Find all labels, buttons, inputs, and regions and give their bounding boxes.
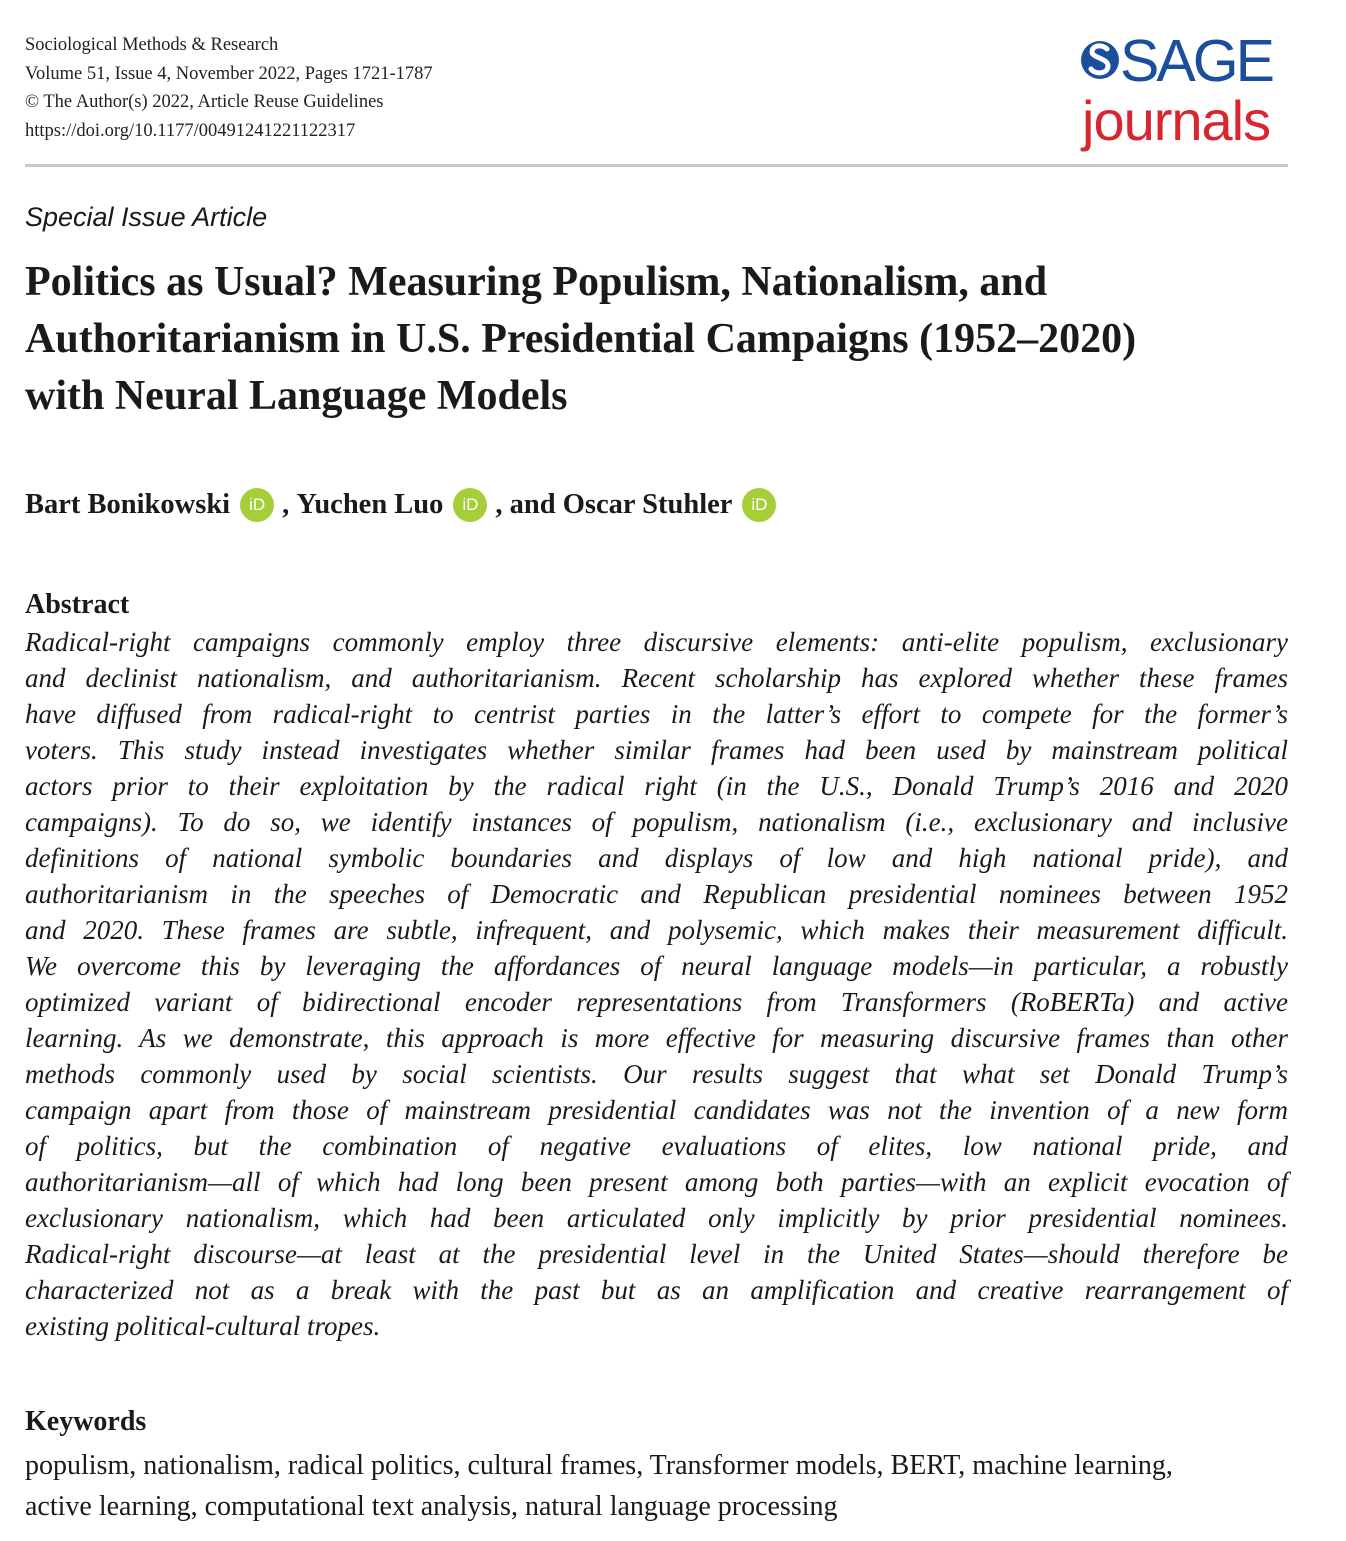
sage-journals-logo[interactable] <box>1080 30 1290 160</box>
orcid-icon[interactable]: iD <box>240 488 274 522</box>
abstract-line: and declinist nationalism, and authoritarianism. Recent scholarship has explored whether these frames <box>25 663 1288 693</box>
abstract-heading: Abstract <box>25 589 130 620</box>
header-divider <box>25 164 1288 167</box>
logo-line2: journals <box>1082 89 1271 152</box>
keywords-list <box>25 1445 1173 1527</box>
abstract-line: actors prior to their exploitation by the radical right (in the U.S., Donald Trump’s 2016 and 2020 <box>25 771 1288 801</box>
abstract-line: Radical-right campaigns commonly employ three discursive elements: anti-elite populism, exclusionary <box>25 627 1288 657</box>
article-type: Special Issue Article <box>25 202 268 232</box>
abstract-line: authoritarianism—all of which had long been present among both parties—with an explicit evocation of <box>25 1167 1288 1197</box>
doi-link[interactable]: https://doi.org/10.1177/00491241221122317 <box>25 120 356 141</box>
abstract-line: learning. As we demonstrate, this approach is more effective for measuring discursive frames than other <box>25 1023 1288 1053</box>
journal-name: Sociological Methods & Research <box>25 35 279 55</box>
abstract-line: and 2020. These frames are subtle, infrequent, and polysemic, which makes their measurement difficult. <box>25 915 1288 945</box>
abstract-line: exclusionary nationalism, which had been articulated only implicitly by prior presidential nominees. <box>25 1203 1288 1233</box>
abstract-line: have diffused from radical-right to centrist parties in the latter’s effort to compete for the former’s <box>25 699 1288 729</box>
abstract-line: Radical-right discourse—at least at the presidential level in the United States—should therefore be <box>25 1239 1288 1269</box>
copyright-line[interactable]: © The Author(s) 2022, Article Reuse Guidelines <box>25 92 384 112</box>
keywords-heading: Keywords <box>25 1406 147 1437</box>
abstract-line: methods commonly used by social scientists. Our results suggest that what set Donald Trump’s <box>25 1059 1288 1089</box>
author-name[interactable]: Yuchen Luo <box>296 489 444 520</box>
abstract-line: optimized variant of bidirectional encoder representations from Transformers (RoBERTa) and active <box>25 987 1288 1017</box>
abstract-line: of politics, but the combination of negative evaluations of elites, low national pride, and <box>25 1131 1288 1161</box>
author-separator: , and <box>495 489 563 520</box>
logo-line1: SAGE <box>1120 30 1272 94</box>
title-line: with Neural Language Models <box>25 373 568 419</box>
abstract-line: We overcome this by leveraging the affordances of neural language models—in particular, a robustly <box>25 951 1288 981</box>
journal-meta <box>25 31 433 145</box>
author-list <box>25 488 784 522</box>
orcid-icon[interactable]: iD <box>742 488 776 522</box>
title-line: Authoritarianism in U.S. Presidential Campaigns (1952–2020) <box>25 316 1137 362</box>
keywords-line: active learning, computational text analysis, natural language processing <box>25 1491 838 1522</box>
article-title <box>25 254 1305 425</box>
author-separator: , <box>282 489 297 520</box>
abstract-line: authoritarianism in the speeches of Democratic and Republican presidential nominees between 1952 <box>25 879 1288 909</box>
abstract-line: characterized not as a break with the past but as an amplification and creative rearrangement of <box>25 1275 1288 1305</box>
abstract-line: campaigns). To do so, we identify instances of populism, nationalism (i.e., exclusionary and inclusive <box>25 807 1288 837</box>
keywords-line: populism, nationalism, radical politics, cultural frames, Transformer models, BERT, machine learning, <box>25 1450 1173 1481</box>
abstract-line: existing political-cultural tropes. <box>25 1311 381 1341</box>
abstract-body <box>25 624 1288 1344</box>
author-name[interactable]: Bart Bonikowski <box>25 489 231 520</box>
abstract-line: campaign apart from those of mainstream presidential candidates was not the invention of a new form <box>25 1095 1288 1125</box>
abstract-line: voters. This study instead investigates whether similar frames had been used by mainstream political <box>25 735 1288 765</box>
abstract-line: definitions of national symbolic boundaries and displays of low and high national pride), and <box>25 843 1288 873</box>
title-line: Politics as Usual? Measuring Populism, Nationalism, and <box>25 259 1048 305</box>
journal-issue: Volume 51, Issue 4, November 2022, Pages 1721-1787 <box>25 63 433 84</box>
orcid-icon[interactable]: iD <box>453 488 487 522</box>
author-name[interactable]: Oscar Stuhler <box>562 489 733 520</box>
